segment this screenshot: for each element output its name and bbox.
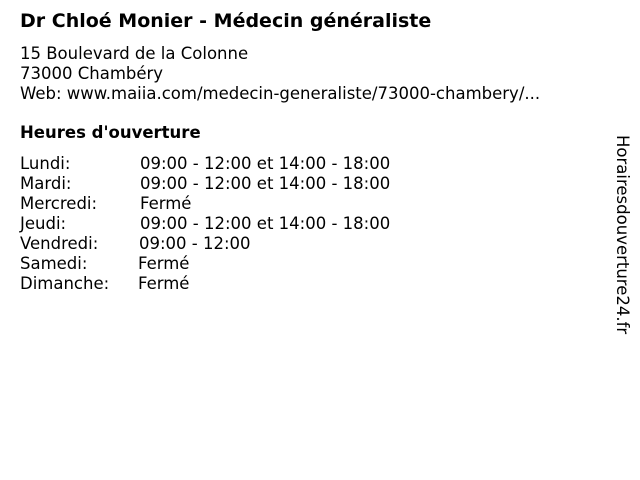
day-label: Jeudi: xyxy=(20,214,67,233)
city-postcode: 73000 Chambéry xyxy=(20,64,164,83)
day-label: Mercredi: xyxy=(20,194,98,213)
time-value: 09:00 - 12:00 et 14:00 - 18:00 xyxy=(140,174,391,193)
day-label: Vendredi: xyxy=(20,234,99,253)
site-watermark: Horairesdouverture24.fr xyxy=(613,135,632,335)
time-value: 09:00 - 12:00 et 14:00 - 18:00 xyxy=(140,214,391,233)
time-value: Fermé xyxy=(138,274,190,293)
street-address: 15 Boulevard de la Colonne xyxy=(20,44,249,63)
day-label: Mardi: xyxy=(20,174,72,193)
time-value: 09:00 - 12:00 et 14:00 - 18:00 xyxy=(140,154,391,173)
day-label: Samedi: xyxy=(20,254,88,273)
time-value: 09:00 - 12:00 xyxy=(139,234,251,253)
day-label: Dimanche: xyxy=(20,274,110,293)
address-block xyxy=(20,44,540,104)
time-value: Fermé xyxy=(138,254,190,273)
hours-heading: Heures d'ouverture xyxy=(20,123,201,142)
day-label: Lundi: xyxy=(20,154,71,173)
time-value: Fermé xyxy=(140,194,192,213)
page-title: Dr Chloé Monier - Médecin généraliste xyxy=(20,10,432,32)
website-line: Web: www.maiia.com/medecin-generaliste/73000-chambery/... xyxy=(20,84,541,103)
